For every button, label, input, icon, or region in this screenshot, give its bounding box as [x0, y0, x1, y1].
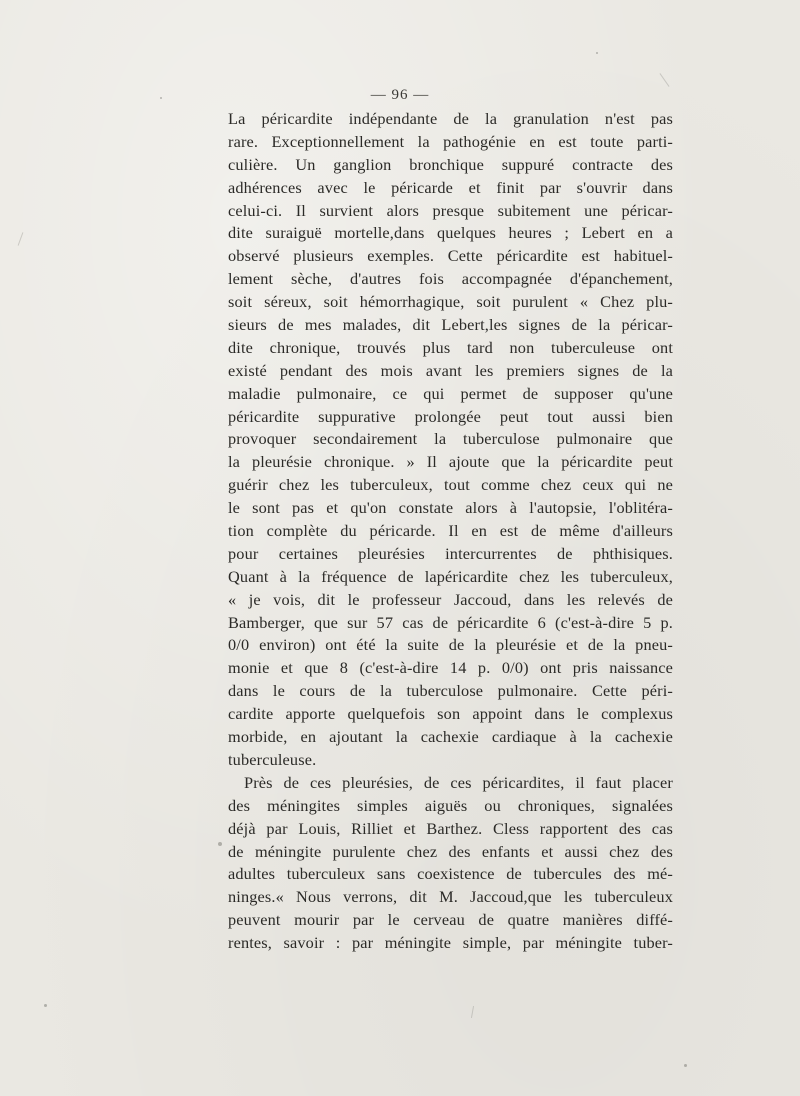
text-line: le sont pas et qu'on constate alors à l'autopsie, l'oblitéra-	[228, 498, 673, 518]
text-line: peuvent mourir par le cerveau de quatre manières diffé-	[228, 910, 673, 930]
text-line: « je vois, dit le professeur Jaccoud, dans les relevés de	[228, 589, 673, 609]
text-line: tuberculeuse.	[228, 749, 317, 769]
text-line: rentes, savoir : par méningite simple, par méningite tuber-	[228, 933, 673, 953]
paper-speck	[44, 1004, 47, 1007]
text-line: déjà par Louis, Rilliet et Barthez. Cless rapportent des cas	[228, 818, 673, 838]
text-line: adhérences avec le péricarde et finit par s'ouvrir dans	[228, 177, 673, 197]
paper-speck	[596, 52, 598, 54]
text-line: adultes tuberculeux sans coexistence de tubercules des mé-	[228, 864, 673, 884]
text-line: existé pendant des mois avant les premiers signes de la	[228, 360, 673, 380]
text-line: tion complète du péricarde. Il en est de même d'ailleurs	[228, 521, 673, 541]
text-line: La péricardite indépendante de la granulation n'est pas	[228, 109, 673, 128]
paper-speck	[218, 842, 222, 846]
paper-fiber	[660, 73, 670, 87]
text-line: monie et que 8 (c'est-à-dire 14 p. 0/0) ont pris naissance	[228, 658, 673, 678]
paper-speck	[402, 736, 404, 738]
paper-fiber	[471, 1006, 474, 1018]
text-line: de méningite purulente chez des enfants et aussi chez des	[228, 841, 673, 861]
page-number: — 96 —	[370, 87, 430, 103]
text-line: pour certaines pleurésies intercurrentes de phthisiques.	[228, 543, 673, 563]
paper-speck	[160, 97, 162, 99]
body-text	[228, 108, 673, 955]
text-line: dite chronique, trouvés plus tard non tuberculeuse ont	[228, 337, 673, 357]
text-line: observé plusieurs exemples. Cette péricardite est habituel-	[228, 246, 673, 266]
text-line: culière. Un ganglion bronchique suppuré contracte des	[228, 154, 673, 174]
text-line: guérir chez les tuberculeux, tout comme chez ceux qui ne	[228, 475, 673, 495]
paper-speck	[684, 1064, 687, 1067]
text-line: cardite apporte quelquefois son appoint dans le complexus	[228, 704, 673, 724]
text-line: sieurs de mes malades, dit Lebert,les signes de la péricar-	[228, 315, 673, 335]
text-line: lement sèche, d'autres fois accompagnée d'épanchement,	[228, 269, 673, 289]
text-line: ninges.« Nous verrons, dit M. Jaccoud,que les tuberculeux	[228, 887, 673, 907]
text-line: rare. Exceptionnellement la pathogénie en est toute parti-	[228, 131, 673, 151]
text-line: dans le cours de la tuberculose pulmonaire. Cette péri-	[228, 681, 673, 701]
text-line: dite suraiguë mortelle,dans quelques heures ; Lebert en a	[228, 223, 673, 243]
text-line: Près de ces pleurésies, de ces péricardites, il faut placer	[244, 772, 673, 792]
text-line: provoquer secondairement la tuberculose pulmonaire que	[228, 429, 673, 449]
text-line: péricardite suppurative prolongée peut tout aussi bien	[228, 406, 673, 426]
paper-fiber	[18, 232, 24, 245]
text-line: 0/0 environ) ont été la suite de la pleurésie et de la pneu-	[228, 635, 673, 655]
text-line: Bamberger, que sur 57 cas de péricardite 6 (c'est-à-dire 5 p.	[228, 612, 673, 632]
text-line: des méningites simples aiguës ou chroniques, signalées	[228, 795, 673, 815]
text-line: Quant à la fréquence de lapéricardite chez les tuberculeux,	[228, 566, 673, 586]
text-line: la pleurésie chronique. » Il ajoute que la péricardite peut	[228, 452, 673, 472]
text-line: celui-ci. Il survient alors presque subitement une péricar-	[228, 200, 673, 220]
text-line: maladie pulmonaire, ce qui permet de supposer qu'une	[228, 383, 673, 403]
text-line: soit séreux, soit hémorrhagique, soit purulent « Chez plu-	[228, 292, 673, 312]
text-line: morbide, en ajoutant la cachexie cardiaque à la cachexie	[228, 727, 673, 747]
